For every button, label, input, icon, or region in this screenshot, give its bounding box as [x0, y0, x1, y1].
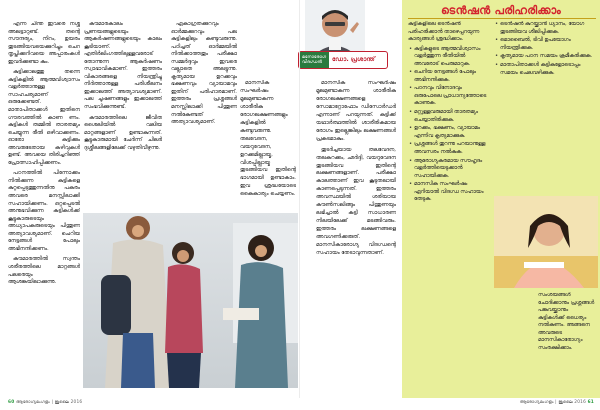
- tips-list: [408, 46, 490, 204]
- author-name: ഡോ. പ്രശാന്ത്: [332, 56, 375, 63]
- footer-text: ആരോഗ്യമംഗളം | ജൂലൈ 2016: [519, 400, 587, 405]
- author-name-tag: [298, 51, 388, 69]
- list-item: • മാതാപിതാക്കൾ കുട്ടികളോടൊപ്പം സമയം ചെലവഴിക്കുക.: [500, 62, 594, 77]
- list-item: • മൊബൈൽ, ടിവി ഉപയോഗം നിയന്ത്രിക്കുക.: [500, 37, 594, 52]
- sidebar-title: ടെൻഷൻ പരിഹരിക്കാം: [440, 4, 562, 17]
- article-column-3: [171, 21, 237, 211]
- tips-list: [494, 21, 594, 77]
- students-photo: [83, 213, 298, 388]
- paragraph: തുടർച്ചയായ തലവേദന, തലകറക്കം, ഛർദ്ദി, വയറുവേദന തുടങ്ങിയവ ഇതിന്റെ ലക്ഷണങ്ങളാണ്. പരീക്ഷാ കാലത്താണ് ഇവ കൂടുതലായി കാണപ്പെടുന്നത്. ഇത്തരം അവസ്ഥയിൽ ശരിയായ കൗൺസലിങ്ങും പിന്തുണയും ലഭിച്ചാൽ കുട്ടി സാധാരണ നിലയിലേക്ക് മടങ്ങിവരും. ഇത്തരം ലക്ഷണങ്ങളെ അവഗണിക്കരുത്. മാനസികാരോഗ്യ വിദഗ്ധന്റെ സഹായം തേടാവുന്നതാണ്.: [316, 146, 396, 257]
- list-item: • ചെറിയ നേട്ടങ്ങൾ പോലും അഭിനന്ദിക്കുക.: [414, 69, 490, 84]
- article-column-1: [8, 21, 80, 383]
- paragraph: കുട്ടിക്കാലത്തു തന്നെ കുട്ടികളിൽ ആത്മവിശ്വാസം വളർത്താനുള്ള സാഹചര്യമാണ് ഒരുക്കേണ്ടത്. മാതാപിതാക്കൾ ഇതിനെ ഗൗരവത്തിൽ കാണ ണം. കുട്ടികൾ തമ്മിൽ താരതമ്യം ചെയ്യുന്ന രീതി ഒഴിവാക്കണം. ഓരോ കുട്ടിക്കും അവരുടേതായ കഴിവുകൾ ഉണ്ട്. അവയെ തിരിച്ചറിഞ്ഞ് പ്രോത്സാഹിപ്പിക്കണം.: [8, 69, 80, 166]
- paragraph: ഏകാഗ്രതക്കുറവും ഓർമ്മക്കുറവും പല കുട്ടികളിലും കണ്ടുവരുന്നു. പഠിച്ചത് ഓർമ്മയിൽ നിൽക്കാത്തതും പരീക്ഷാ സമ്മർദ്ദവും ഇവരെ വല്ലാതെ അലട്ടുന്നു. കൃത്യമായ ഉറക്കവും ഭക്ഷണവും വ്യായാമവും ഇതിന് പരിഹാരമാണ്. ഇത്തരം പ്രശ്നങ്ങൾ മനസ്സിലാക്കി പിന്തുണ നൽകേണ്ടത് അത്യാവശ്യമാണ്.: [171, 21, 237, 126]
- paragraph: മാനസിക സംഘർഷം മൂലമുണ്ടാകുന്ന ശാരീരിക രോഗലക്ഷണങ്ങളെ സോമാറ്റോഫോം ഡിസോർഡർ എന്നാണ് പറയുന്നത്. കുട്ടിക്ക് യഥാർത്ഥത്തിൽ ശാരീരികമായ രോഗം ഇല്ലെങ്കിലും ലക്ഷണങ്ങൾ പ്രകടമാകും.: [316, 80, 396, 142]
- list-item: • കൃത്യമായ പഠന സമയം ക്രമീകരിക്കുക.: [500, 53, 594, 61]
- list-item: • മാനസിക സംഘർഷം ഏറിയാൽ വിദഗ്ധ സഹായം തേടുക.: [414, 181, 490, 204]
- page-number: 60: [8, 400, 15, 405]
- paragraph: പഠനത്തിൽ പിന്നോക്കം നിൽക്കുന്ന കുട്ടികളെ കുറ്റപ്പെടുത്തുന്നതിനു പകരം അവരെ മനസ്സിലാക്കി സഹായിക്കണം. ഒറ്റപ്പെടൽ അനുഭവിക്കുന്ന കുട്ടികൾക്ക് കൂട്ടുകാരുടെയും അധ്യാപകരുടെയും പിന്തുണ അത്യാവശ്യമാണ്. ചെറിയ നേട്ടങ്ങൾ പോലും അഭിനന്ദിക്കണം.: [8, 170, 80, 252]
- page-number: 61: [587, 400, 594, 405]
- sidebar-closing-text: സംശയങ്ങൾ ചോദിക്കാനും പ്രശ്നങ്ങൾ പങ്കുവയ്ക്കാനും കുട്ടികൾക്ക് ധൈര്യം നൽകണം. അങ്ങനെ അവരുടെ മാനസികാരോഗ്യം സംരക്ഷിക്കാം.: [538, 292, 595, 351]
- sidebar-column-3: [538, 292, 596, 392]
- author-portrait: [305, 0, 365, 58]
- article-column-5: [316, 80, 396, 380]
- paragraph: എന്ന ചിന്ത ഇവരെ നശ്ശ അലട്ടാറുണ്ട്. തന്റെ സൗന്ദര്യം, നിറം, ഉയരം തുടങ്ങിയവയെക്കുറിച്ചും ചെറ തൃപ്തിക്കുറിവയെ അപ്പാരംകൾ ഇവർക്കുണ്ടാ കും.: [8, 21, 80, 65]
- list-item: • പഠനവും വിനോദവും ഒരുപോലെ പ്രാധാന്യത്തോടെ കാണുക.: [414, 85, 490, 108]
- paragraph: കൗമാരത്തിൽ സ്വന്തം ശരീരത്തിലെ മാറ്റങ്ങൾ പലരെയും ആശങ്കയിലാക്കുന്നു.: [8, 256, 80, 286]
- list-item: • ഉറക്കം, ഭക്ഷണം, വ്യായാമം എന്നിവ കൃത്യമാക്കുക.: [414, 125, 490, 140]
- list-item: • പ്രശ്നങ്ങൾ തുറന്നു പറയാനുള്ള അവസരം നൽകുക.: [414, 141, 490, 156]
- footer-right: [520, 400, 594, 405]
- student-girl-photo: [494, 196, 598, 288]
- footer-left: [8, 400, 82, 405]
- footer-text: ആരോഗ്യമംഗളം | ജൂലൈ 2016: [15, 400, 83, 405]
- paragraph: കൗമാരത്തിലെ ജീവിത ശൈലിയിൽ വലിയ മാറ്റങ്ങളാണ് ഉണ്ടാകുന്നത്. കൂട്ടുകാരുമായി ചേർന്ന് ചിലർ ദുശ്ശീലങ്ങളിലേക്ക് വഴുതിവീഴുന്നു.: [84, 114, 162, 151]
- paragraph: മാനസിക സംഘർഷം മൂലമുണ്ടാകുന്ന ശാരീരിക രോഗലക്ഷണങ്ങളും കുട്ടികളിൽ കണ്ടുവരുന്നു. തലവേദന, വയറുവേദന, ഉറക്കമില്ലായ്മ, വിശപ്പില്ലായ്മ തുടങ്ങിയവ ഇതിന്റെ ഭാഗമായി ഉണ്ടാകാം. ഇവ ശ്രദ്ധയോടെ കൈകാര്യം ചെയ്യണം.: [240, 80, 296, 198]
- author-role: മനോരോഗ വിദഗ്ധൻ: [299, 52, 329, 68]
- page-gutter: [299, 0, 300, 398]
- sidebar-column-1: [408, 21, 490, 393]
- list-item: • കുട്ടികളുടെ ആത്മവിശ്വാസം വളർത്തുന്ന രീതിയിൽ അവരോട് പെരുമാറുക.: [414, 46, 490, 69]
- list-item: • ടെൻഷൻ കുറയ്ക്കാൻ ധ്യാനം, യോഗ തുടങ്ങിയവ ശീലിപ്പിക്കുക.: [500, 21, 594, 36]
- sidebar-divider: [408, 18, 596, 19]
- list-item: • മറ്റുള്ളവരുമായി താരതമ്യം ചെയ്യാതിരിക്കുക.: [414, 109, 490, 124]
- sidebar-column-2: [494, 21, 594, 197]
- list-item: • ആരോഗ്യകരമായ സൗഹൃദം വളർത്തിയെടുക്കാൻ സഹായിക്കുക.: [414, 158, 490, 181]
- paragraph: കൗമാരകാലം പ്രണയങ്ങളുടെയും ആകർഷണങ്ങളുടെയും കാലം കൂടിയാണ്. എതിർലിംഗത്തിലുള്ളവരോട് തോന്നുന്ന ആകർഷണം സ്വാഭാവികമാണ്. ഇത്തരം വികാരങ്ങളെ നിയന്ത്രിച്ചു നിർത്താനുള്ള പരിശീലനം ഇക്കാലത്ത് അത്യാവശ്യമാണ്. പല ചൂഷണങ്ങളും ഇക്കാലത്ത് സംഭവിക്കുന്നുണ്ട്.: [84, 21, 162, 111]
- sidebar-intro: കുട്ടികളിലെ ടെൻഷൻ പരിഹരിക്കാൻ താഴെപ്പറയുന്ന കാര്യങ്ങൾ ശ്രദ്ധിക്കാം.: [408, 21, 480, 42]
- article-column-2: [84, 21, 162, 211]
